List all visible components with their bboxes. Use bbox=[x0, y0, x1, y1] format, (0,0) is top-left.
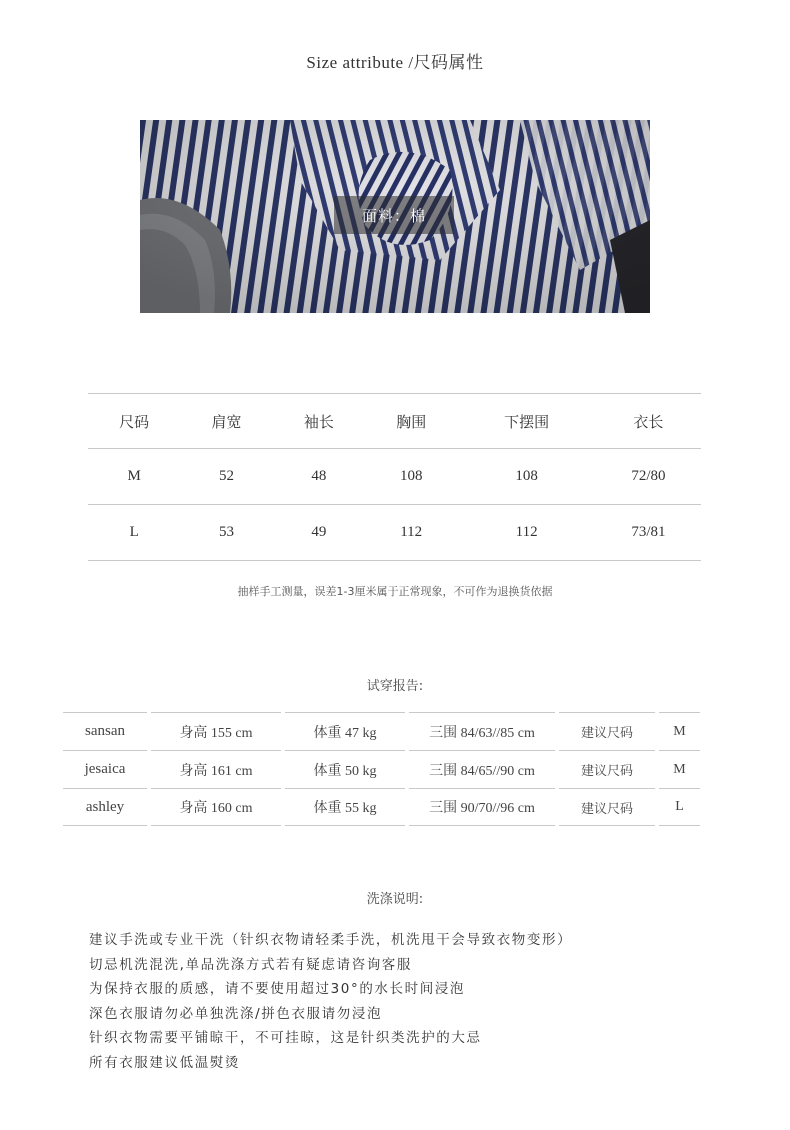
sleeve-cell: 48 bbox=[273, 449, 365, 505]
header-size: 尺码 bbox=[88, 394, 180, 449]
washing-instructions-title: 洗涤说明: bbox=[366, 892, 424, 907]
size-cell: M bbox=[88, 449, 180, 505]
size-measurement-note: 抽样手工测量，误差1-3厘米属于正常现象，不可作为退换货依据 bbox=[237, 585, 553, 598]
model-name: jesaica bbox=[63, 750, 147, 788]
header-length: 衣长 bbox=[596, 394, 701, 449]
size-table-header bbox=[88, 394, 701, 449]
suggested-size-label: 建议尺码 bbox=[559, 750, 655, 788]
table-row bbox=[88, 505, 701, 561]
model-measurements: 三围 84/65//90 cm bbox=[409, 750, 555, 788]
header-sleeve: 袖长 bbox=[273, 394, 365, 449]
table-row bbox=[63, 788, 728, 826]
try-on-report-title: 试穿报告: bbox=[366, 679, 424, 694]
washing-instructions-list bbox=[89, 928, 572, 1075]
suggested-size-label: 建议尺码 bbox=[559, 712, 655, 750]
header-chest: 胸围 bbox=[365, 394, 457, 449]
size-table bbox=[88, 393, 701, 561]
chest-cell: 108 bbox=[365, 449, 457, 505]
shoulder-cell: 52 bbox=[180, 449, 272, 505]
header-hem: 下摆围 bbox=[457, 394, 595, 449]
list-item: 针织衣物需要平铺晾干，不可挂晾，这是针织类洗护的大忌 bbox=[89, 1030, 482, 1046]
suggested-size: M bbox=[659, 750, 700, 788]
try-on-report-table bbox=[63, 712, 728, 826]
model-name: ashley bbox=[63, 788, 147, 826]
list-item: 建议手洗或专业干洗（针织衣物请轻柔手洗，机洗甩干会导致衣物变形） bbox=[89, 932, 573, 948]
length-cell: 72/80 bbox=[596, 449, 701, 505]
hem-cell: 108 bbox=[457, 449, 595, 505]
length-cell: 73/81 bbox=[596, 505, 701, 561]
header-shoulder: 肩宽 bbox=[180, 394, 272, 449]
shoulder-cell: 53 bbox=[180, 505, 272, 561]
list-item: 切忌机洗混洗,单品洗涤方式若有疑虑请咨询客服 bbox=[89, 956, 412, 973]
size-cell: L bbox=[88, 505, 180, 561]
fabric-label: 面料：棉 bbox=[334, 196, 454, 234]
page-title: Size attribute /尺码属性 bbox=[306, 53, 484, 72]
suggested-size: L bbox=[659, 788, 700, 826]
suggested-size: M bbox=[659, 712, 700, 750]
suggested-size-label: 建议尺码 bbox=[559, 788, 655, 826]
model-weight: 体重 47 kg bbox=[285, 712, 405, 750]
fabric-closeup-photo bbox=[140, 120, 650, 313]
model-name: sansan bbox=[63, 712, 147, 750]
model-measurements: 三围 84/63//85 cm bbox=[409, 712, 555, 750]
table-row bbox=[88, 449, 701, 505]
model-height: 身高 160 cm bbox=[151, 788, 281, 826]
model-measurements: 三围 90/70//96 cm bbox=[409, 788, 555, 826]
table-row bbox=[63, 750, 728, 788]
model-height: 身高 161 cm bbox=[151, 750, 281, 788]
list-item: 为保持衣服的质感，请不要使用超过30°的水长时间浸泡 bbox=[89, 981, 466, 997]
sleeve-cell: 49 bbox=[273, 505, 365, 561]
hem-cell: 112 bbox=[457, 505, 595, 561]
model-weight: 体重 55 kg bbox=[285, 788, 405, 826]
table-row bbox=[63, 712, 728, 750]
model-weight: 体重 50 kg bbox=[285, 750, 405, 788]
list-item: 深色衣服请勿必单独洗涤/拼色衣服请勿浸泡 bbox=[89, 1005, 383, 1022]
chest-cell: 112 bbox=[365, 505, 457, 561]
list-item: 所有衣服建议低温熨烫 bbox=[89, 1054, 240, 1071]
model-height: 身高 155 cm bbox=[151, 712, 281, 750]
